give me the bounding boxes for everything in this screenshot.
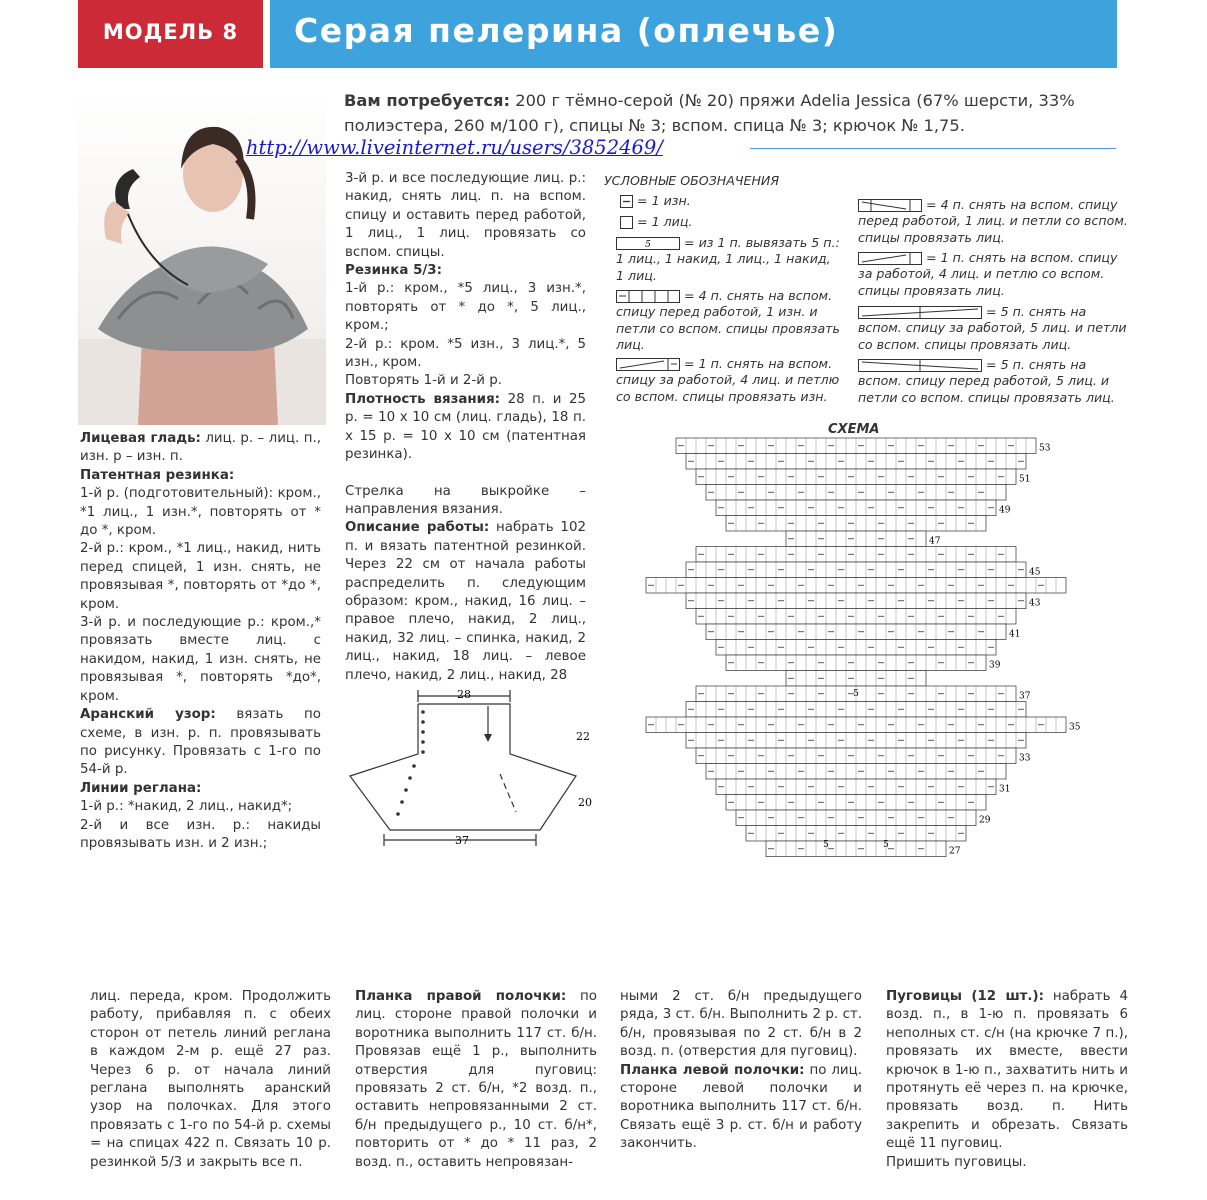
rez-row-2: 2-й р.: кром. *5 изн., 3 лиц.*, 5 изн., кром.	[345, 336, 586, 371]
density-label: Плотность вязания:	[345, 391, 501, 407]
chart-row-label: 33	[1019, 753, 1031, 764]
chart-row-label: 53	[1039, 443, 1051, 454]
knitting-chart	[604, 430, 1124, 862]
density-text: 28 п. и 25 р. = 10 х 10 см (лиц. гладь), 18 п. х 15 р. = 10 х 10 см (патентная резинка).	[345, 391, 586, 463]
bottom-column-4	[886, 988, 1128, 1172]
buttons-text: набрать 4 возд. п., в 1-ю п. провязать 6 неполных ст. с/н (на крючке 7 п.), провязать их вместе, ввести крючок в 1-ю п., захватить нить и протянуть её через п. на крючке, провязать возд. п. Нить закрепить и обрезать. Связать ещё 11 пуговиц.	[886, 989, 1128, 1152]
cable-back-purl-icon	[616, 358, 680, 371]
cable-back-knit-icon	[858, 252, 922, 265]
cable-5-5-front-icon	[858, 359, 982, 372]
legend-cable-1-4	[616, 356, 841, 405]
chart-row-label: 37	[1019, 691, 1031, 702]
pattern-bottom-label: 37	[455, 834, 469, 847]
bottom-text-1: лиц. переда, кром. Продолжить работу, прибавляя п. с обеих сторон от петель линий реглана в каждом 2-м р. ещё 27 раз. Через 6 р. от начала линий реглана выполнять аранский узор на полочках. Для этого провязать с 1-го по 54-й р. схемы = на спицах 422 п. Связать 10 р. резинкой 5/3 и закрыть все п.	[90, 989, 331, 1170]
title-bar	[270, 0, 1117, 68]
right-placket-label: Планка правой полочки:	[355, 989, 567, 1004]
schema-title: СХЕМА	[828, 422, 880, 437]
rez-row-3: Повторять 1-й и 2-й р.	[345, 373, 502, 389]
knit-icon	[620, 216, 633, 229]
right-placket-text: по лиц. стороне правой полочки и воротника выполнить 117 ст. б/н. Провязав ещё 1 р., выполнить отверстия для пуговиц: провязать 2 ст. б/н, *2 возд. п., оставить непровязанными 2 ст. б/н предыдущего р., 10 ст. б/н*, повторить от * до * 11 раз, 2 возд. п., оставить непровязан-	[355, 989, 597, 1170]
chart-row-label: 35	[1069, 722, 1081, 733]
pattern-right-label-1: 22	[576, 730, 590, 743]
bottom-column-2	[355, 988, 597, 1172]
legend-title: УСЛОВНЫЕ ОБОЗНАЧЕНИЯ	[604, 173, 780, 188]
raglan-label: Линии реглана:	[80, 780, 202, 796]
pattern-right-label-2: 20	[578, 796, 592, 809]
desc-label: Описание работы:	[345, 520, 490, 536]
patent-row-2: 2-й р.: кром., *1 лиц., накид, нить перед спицей, 1 изн. снять, не провязывая *, повторять от *до *, кром.	[80, 541, 321, 612]
legend-increase-text: = из 1 п. вывязать 5 п.: 1 лиц., 1 накид, 1 лиц., 1 накид, 1 лиц.	[616, 235, 840, 283]
left-placket-text: по лиц. стороне левой полочки и воротника выполнить 117 ст. б/н. Связать ещё 3 р. ст. б/н и работу закончить.	[620, 1062, 862, 1152]
cable-5-5-back-icon	[858, 306, 982, 319]
chart-five-label-3: 5	[853, 689, 859, 699]
model-label: МОДЕЛЬ 8	[102, 20, 239, 44]
gladh-label: Лицевая гладь:	[80, 431, 201, 446]
legend-r2-text: = 1 п. снять на вспом. спицу за работой, 4 лиц. и петлю со вспом. спицы провязать лиц.	[858, 250, 1118, 298]
divider	[750, 148, 1116, 149]
chart-row-label: 47	[929, 536, 941, 547]
patent-row-3: 3-й р. и последующие р.: кром.,* провязать вместе лиц. с накидом, накид, 1 изн. снять, не провязывая *, повторять *до*, кром.	[80, 615, 321, 704]
model-label-block	[78, 0, 263, 68]
bottom-column-3	[620, 988, 862, 1154]
chart-row-label: 43	[1029, 598, 1041, 609]
aran-label: Аранский узор:	[80, 707, 216, 723]
legend-purl-text: = 1 изн.	[637, 193, 691, 208]
legend-cable-1-4-knit	[858, 250, 1134, 299]
arrow-note: Стрелка на выкройке – направления вязания.	[345, 483, 586, 517]
rez-row-1: 1-й р.: кром., *5 лиц., 3 изн.*, повторять от * до *, 5 лиц., кром.;	[345, 281, 586, 334]
legend-r1-text: = 4 п. снять на вспом. спицу перед работой, 1 лиц. и петли со вспом. спицы провязать лиц.	[858, 197, 1128, 245]
chart-five-label-2: 5	[883, 840, 889, 850]
aran-text: вязать по схеме, в изн. р. п. провязывать по рисунку. Провязать с 1-го по 54-й р.	[80, 707, 321, 778]
legend-cable-1-4-text: = 1 п. снять на вспом. спицу за работой, 4 лиц. и петлю со вспом. спицы провязать изн.	[616, 356, 840, 404]
legend-cable-5-5-back	[858, 304, 1134, 353]
desc-text: набрать 102 п. и вязать патентной резинкой. Через 22 см от начала работы распределить п. следующим образом: кром., накид, 16 лиц. – правое плечо, накид, 2 лиц., накид, 32 лиц. – спинка, накид, 2 лиц., накид, 18 лиц. – левое плечо, накид, 2 лиц., накид, 28	[345, 520, 586, 683]
chart-row-label: 45	[1029, 567, 1041, 578]
legend-purl	[620, 193, 840, 209]
cable-front-purl-icon	[616, 290, 680, 303]
left-placket-label: Планка левой полочки:	[620, 1062, 805, 1078]
chart-row-label: 41	[1009, 629, 1021, 640]
legend-cable-4-1-knit	[858, 197, 1134, 246]
chart-row-label: 39	[989, 660, 1001, 671]
legend-knit-text: = 1 лиц.	[637, 214, 693, 229]
garment-pattern	[340, 684, 600, 854]
raglan-row-2: 2-й и все изн. р.: накиды провязывать изн. и 2 изн.;	[80, 817, 321, 851]
legend-increase	[616, 235, 841, 284]
col2-text-1: 3-й р. и все последующие лиц. р.: накид, снять лиц. п. на вспом. спицу и оставить перед работой, 1 лиц., 1 лиц. провязать со вспом. спицы.	[345, 171, 586, 260]
buttons-label: Пуговицы (12 шт.):	[886, 989, 1044, 1004]
chart-row-label: 51	[1019, 474, 1031, 485]
cable-front-knit-icon	[858, 199, 922, 212]
chart-row-label: 27	[949, 846, 961, 857]
chart-five-label-1: 5	[823, 840, 829, 850]
legend-cable-5-5-front	[858, 357, 1134, 406]
pattern-top-label: 28	[457, 688, 471, 701]
gladh-text: лиц. р. – лиц. п., изн. р – изн. п.	[80, 431, 321, 465]
buttons-final: Пришить пуговицы.	[886, 1154, 1027, 1170]
requirements	[344, 88, 1109, 138]
chart-row-label: 31	[999, 784, 1011, 795]
bottom-column-1	[90, 988, 331, 1172]
legend-cable-4-1-text: = 4 п. снять на вспом. спицу перед работой, 1 изн. и петли со вспом. спицы провязать лиц.	[616, 288, 840, 353]
column-1	[80, 430, 321, 853]
page-title: Серая пелерина (оплечье)	[294, 11, 839, 50]
source-url[interactable]: http://www.liveinternet.ru/users/3852469/	[246, 136, 663, 159]
legend-r3-text: = 5 п. снять на вспом. спицу за работой, 5 лиц. и петли со вспом. спицы провязать лиц.	[858, 304, 1127, 352]
increase-5-num: 5	[645, 240, 651, 250]
chart-row-label: 49	[999, 505, 1011, 516]
patent-row-1: 1-й р. (подготовительный): кром., *1 лиц., 1 изн.*, повторять от * до *, кром.	[80, 486, 321, 539]
purl-icon	[620, 195, 633, 208]
requirements-label: Вам потребуется:	[344, 91, 511, 110]
requirements-text: 200 г тёмно-серой (№ 20) пряжи Adelia Jessica (67% шерсти, 33% полиэстера, 260 м/100 г), спицы № 3; вспом. спица № 3; крючок № 1,75.	[344, 91, 1075, 135]
rez-label: Резинка 5/3:	[345, 263, 442, 279]
raglan-row-1: 1-й р.: *накид, 2 лиц., накид*;	[80, 799, 293, 815]
legend-cable-4-1	[616, 288, 841, 354]
bottom-text-3: ными 2 ст. б/н предыдущего ряда, 3 ст. б/н. Выполнить 2 р. ст. б/н, провязывая по 2 ст. б/н в 2 возд. п. (отверстия для пуговиц).	[620, 989, 862, 1060]
legend-knit	[620, 214, 840, 230]
chart-row-label: 29	[979, 815, 991, 826]
increase-5-icon	[616, 237, 680, 250]
patent-label: Патентная резинка:	[80, 467, 235, 483]
column-2	[345, 170, 586, 685]
legend-r4-text: = 5 п. снять на вспом. спицу перед работой, 5 лиц. и петли со вспом. спицы провязать лиц.	[858, 357, 1115, 405]
